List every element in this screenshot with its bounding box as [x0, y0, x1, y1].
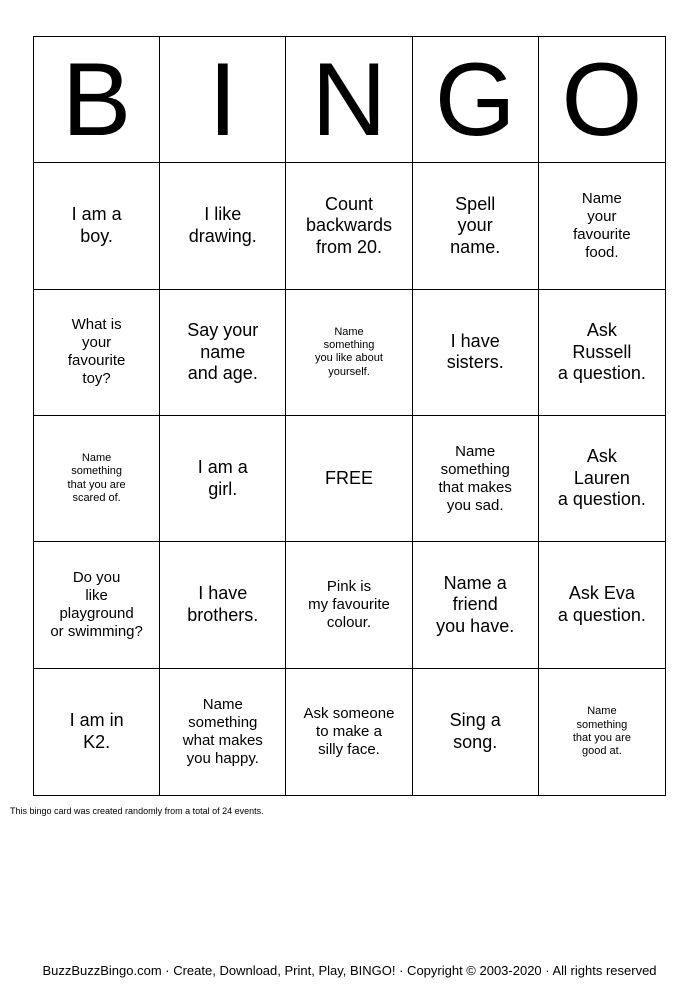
header-letter: N — [311, 41, 387, 158]
bingo-square — [413, 669, 539, 795]
bingo-square — [413, 290, 539, 416]
square-text: Name something what makes you happy. — [182, 695, 263, 767]
header-cell-n — [286, 37, 412, 163]
bingo-square — [539, 290, 665, 416]
card-note: This bingo card was created randomly from a total of 24 events. — [10, 806, 264, 816]
square-text: Spell your name. — [450, 193, 501, 257]
bingo-square — [286, 669, 412, 795]
bingo-square — [413, 542, 539, 668]
bingo-square — [539, 542, 665, 668]
bingo-square — [539, 416, 665, 542]
bingo-square — [539, 669, 665, 795]
header-cell-i — [160, 37, 286, 163]
bingo-card — [33, 36, 666, 796]
square-text: I like drawing. — [188, 204, 257, 246]
square-text: Name something you like about yourself. — [315, 325, 383, 378]
header-cell-b — [34, 37, 160, 163]
square-text: I am a girl. — [197, 457, 248, 499]
header-letter: G — [434, 41, 516, 158]
square-text: Ask Lauren a question. — [557, 446, 646, 510]
square-text: Name your favourite food. — [573, 189, 631, 261]
square-text: Ask someone to make a silly face. — [303, 704, 395, 758]
header-cell-g — [413, 37, 539, 163]
bingo-square — [34, 290, 160, 416]
bingo-square — [160, 163, 286, 289]
bingo-square — [539, 163, 665, 289]
free-square — [286, 416, 412, 542]
bingo-square — [413, 416, 539, 542]
bingo-square — [286, 542, 412, 668]
bingo-square — [34, 416, 160, 542]
bingo-square — [160, 290, 286, 416]
square-text: I am in K2. — [69, 710, 124, 752]
page-footer: BuzzBuzzBingo.com · Create, Download, Print, Play, BINGO! · Copyright © 2003-2020 · All rights reserved — [42, 963, 657, 978]
bingo-square — [286, 290, 412, 416]
bingo-square — [34, 163, 160, 289]
square-text: I have brothers. — [187, 583, 259, 625]
square-text: Ask Eva a question. — [557, 583, 646, 625]
square-text: Say your name and age. — [187, 319, 259, 384]
square-text: Do you like playground or swimming? — [50, 568, 143, 640]
square-text: I am a boy. — [71, 204, 122, 246]
bingo-square — [160, 542, 286, 668]
bingo-square — [286, 163, 412, 289]
square-text: Pink is my favourite colour. — [308, 577, 390, 631]
square-text: FREE — [324, 467, 373, 488]
square-text: Name a friend you have. — [436, 572, 515, 636]
square-text: I have sisters. — [446, 330, 504, 373]
header-letter: I — [208, 41, 238, 158]
square-text: Ask Russell a question. — [557, 319, 646, 384]
square-text: Name something that you are scared of. — [67, 452, 126, 504]
square-text: Name something that you are good at. — [572, 705, 631, 758]
bingo-square — [34, 669, 160, 795]
bingo-square — [160, 416, 286, 542]
header-cell-o — [539, 37, 665, 163]
header-letter: B — [61, 41, 132, 158]
square-text: What is your favourite toy? — [67, 316, 126, 388]
header-letter: O — [561, 41, 643, 158]
square-text: Sing a song. — [449, 710, 501, 752]
square-text: Name something that makes you sad. — [438, 442, 512, 514]
square-text: Count backwards from 20. — [305, 193, 393, 257]
bingo-square — [413, 163, 539, 289]
bingo-square — [160, 669, 286, 795]
bingo-square — [34, 542, 160, 668]
